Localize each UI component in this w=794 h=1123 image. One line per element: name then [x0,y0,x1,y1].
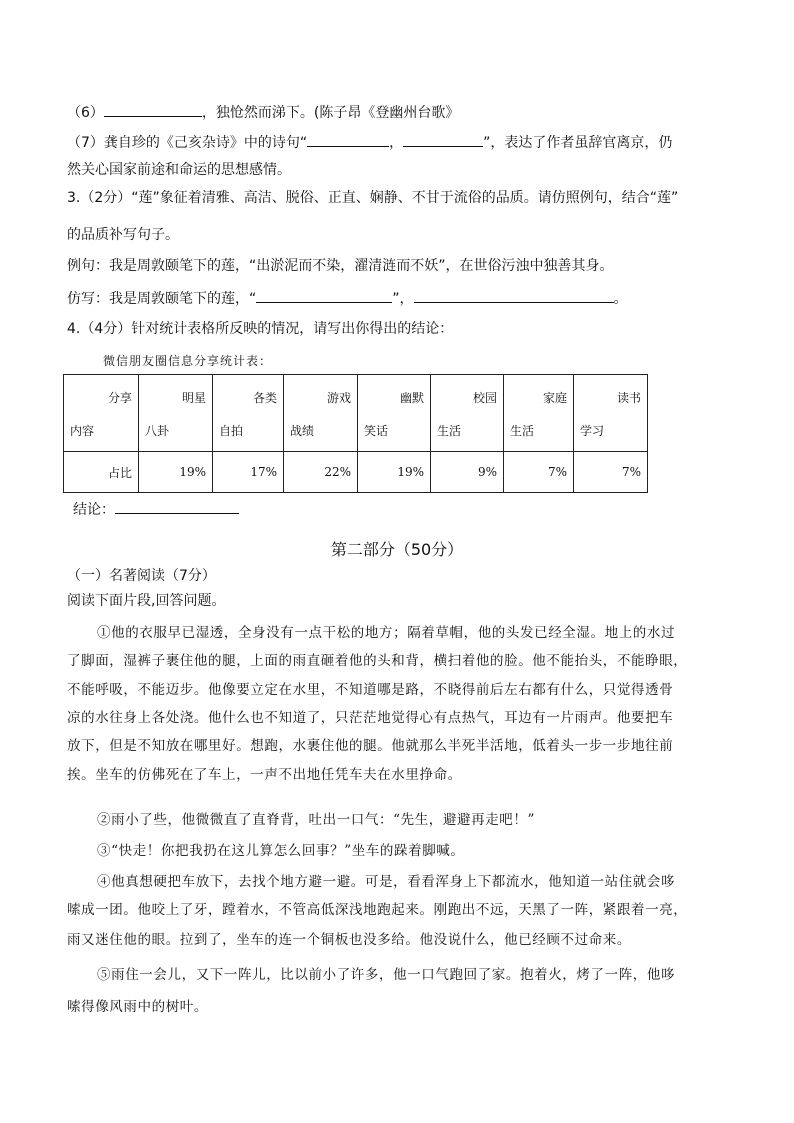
table-caption: 微信朋友圈信息分享统计表： [103,354,273,368]
passage-line: 嗦得像风雨中的树叶。 [67,999,208,1015]
q7-comma: ， [389,135,404,151]
passage-line: ④他真想硬把车放下，去找个地方避一避。可是，看看浑身上下都流水，他知道一站住就会哆 [97,874,676,890]
passage-line: 挨。坐车的仿佛死在了车上，一声不出地任凭车夫在水里挣命。 [67,767,462,783]
answer-blank[interactable] [115,499,239,514]
cell-text: 战绩 [290,424,315,438]
cell-text: 游戏 [326,391,351,405]
q3-imitate-text: ”， [392,291,414,307]
instruction: 阅读下面片段,回答问题。 [67,593,226,609]
q7-line2: 然关心国家前途和命运的思想感情。 [67,162,291,178]
cell-text: 校园 [472,391,497,405]
passage-line: 不能呼吸，不能迈步。他像要立定在水里，不知道哪是路，不晓得前后左右都有什么，只觉得透骨 [67,682,674,698]
passage-line: ①他的衣服早已湿透，全身没有一点干松的地方；隔着草帽，他的头发已经全湿。地上的水过 [97,625,676,641]
table-cell: 7% [504,452,574,493]
q3-imitate-text: 仿写：我是周敦颐笔下的莲，“ [67,291,257,307]
q6-number: （6） [67,105,104,121]
question-4: 4.（4分）针对统计表格所反映的情况，请写出你得出的结论： [67,321,454,337]
cell-text: 八卦 [145,424,170,438]
table-cell: 17% [213,452,284,493]
table-cell [139,375,213,452]
q7-text: ”，表达了作者虽辞官离京，仍 [483,135,673,151]
table-cell: 7% [574,452,648,493]
table-cell [358,375,431,452]
table-cell: 9% [431,452,504,493]
table-cell [213,375,284,452]
table-cell [64,375,139,452]
table-cell: 19% [358,452,431,493]
cell-text: 读书 [616,391,641,405]
table-cell: 19% [139,452,213,493]
passage-line: 放下，但是不知放在哪里好。想跑，水裹住他的腿。他就那么半死半活地，低着头一步一步地往前 [67,738,674,754]
q6-text: ，独怆然而涕下。(陈子昂《登幽州台歌》 [201,105,460,121]
q3-imitate-end: 。 [613,291,628,307]
passage-line: ②雨小了些，他微微直了直脊背，吐出一口气：“先生，避避再走吧！” [97,812,536,828]
answer-blank[interactable] [256,288,392,303]
conclusion-label: 结论： [73,502,115,518]
table-cell: 22% [284,452,358,493]
answer-blank[interactable] [414,288,614,303]
cell-text: 家庭 [542,391,567,405]
q3-line2: 的品质补写句子。 [67,227,179,243]
q7-text: （7）龚自珍的《己亥杂诗》中的诗句“ [67,135,308,151]
cell-text: 明星 [181,391,206,405]
cell-text: 生活 [510,424,535,438]
passage-line: 凉的水往身上各处浇。他什么也不知道了，只茫茫地觉得心有点热气，耳边有一片雨声。他要把车 [67,710,674,726]
answer-blank[interactable] [403,132,483,147]
q3-example: 例句：我是周敦颐笔下的莲，“出淤泥而不染，濯清涟而不妖”，在世俗污浊中独善其身。 [67,258,614,274]
answer-blank[interactable] [104,102,202,117]
table-cell [504,375,574,452]
question-3: 3.（2分）“莲”象征着清雅、高洁、脱俗、正直、娴静、不甘于流俗的品质。请仿照例句，结合“莲” [67,190,679,206]
table-cell [431,375,504,452]
conclusion [73,499,239,519]
passage-line: 雨又迷住他的眼。拉到了，坐车的连一个铜板也没多给。他没说什么，他已经顾不过命来。 [67,932,631,948]
table-cell [284,375,358,452]
cell-text: 幽默 [399,391,424,405]
table-header-row [64,375,648,452]
answer-blank[interactable] [307,132,389,147]
passage-line: 嗦成一团。他咬上了牙，蹚着水，不管高低深浅地跑起来。刚跑出不远，天黑了一阵，紧跟着一亮， [67,902,688,918]
part-title: 第二部分（50分） [330,540,464,559]
cell-text: 学习 [580,424,605,438]
cell-text: 生活 [437,424,462,438]
stats-table [63,374,648,493]
question-7 [67,132,672,152]
passage-line: ③“快走！你把我扔在这儿算怎么回事？”坐车的跺着脚喊。 [97,843,465,859]
cell-text: 各类 [252,391,277,405]
section-heading: （一）名著阅读（7分） [67,568,216,584]
cell-text: 自拍 [219,424,244,438]
table-row [64,452,648,493]
passage-line: 了脚面，湿裤子裹住他的腿，上面的雨直砸着他的头和背，横扫着他的脸。他不能抬头，不能睁眼， [67,653,688,669]
cell-text: 分享 [107,391,132,405]
table-cell: 占比 [64,452,139,493]
q3-imitate [67,288,628,308]
question-6 [67,102,459,122]
table-cell [574,375,648,452]
passage-line: ⑤雨住一会儿，又下一阵儿，比以前小了许多，他一口气跑回了家。抱着火，烤了一阵，他哆 [97,967,676,983]
cell-text: 笑话 [364,424,389,438]
cell-text: 内容 [70,424,95,438]
